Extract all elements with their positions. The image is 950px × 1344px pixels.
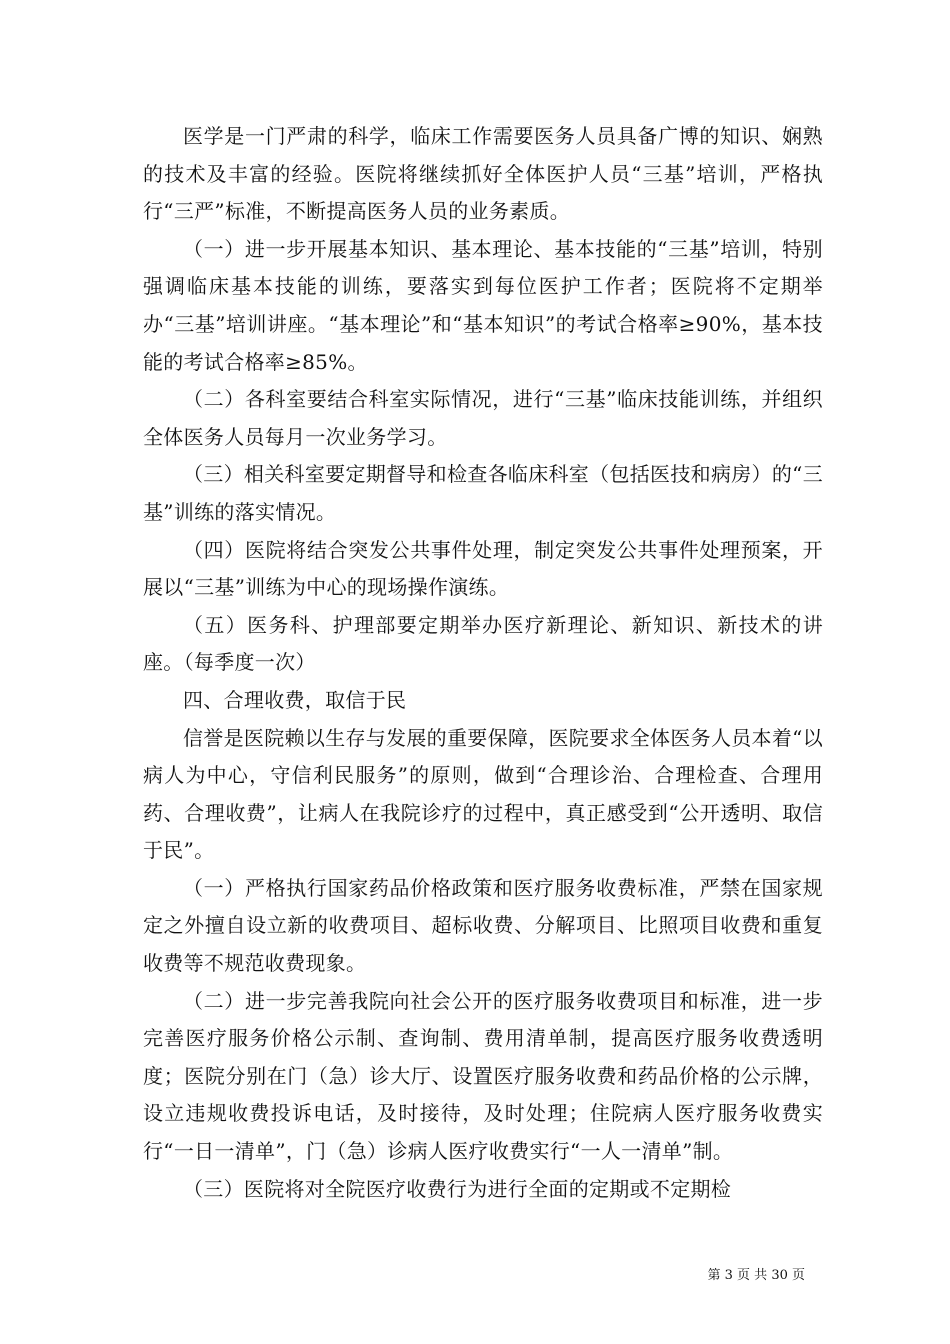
paragraph-section-4-intro: 信誉是医院赖以生存与发展的重要保障，医院要求全体医务人员本着“以病人为中心，守信利民服务”的原则，做到“合理诊治、合理检查、合理用药、合理收费”，让病人在我院诊疗的过程中，真正感受到“公开透明、取信于民”。 [143,725,823,863]
paragraph-section-4-item-3: （三）医院将对全院医疗收费行为进行全面的定期或不定期检 [183,1176,732,1201]
paragraph-intro: 医学是一门严肃的科学，临床工作需要医务人员具备广博的知识、娴熟的技术及丰富的经验。医院将继续抓好全体医护人员“三基”培训，严格执行“三严”标准，不断提高医务人员的业务素质。 [143,124,823,224]
document-body [143,118,823,1208]
paragraph-item-5: （五）医务科、护理部要定期举办医疗新理论、新知识、新技术的讲座。（每季度一次） [143,612,823,675]
paragraph-item-1: （一）进一步开展基本知识、基本理论、基本技能的“三基”培训，特别强调临床基本技能的训练，要落实到每位医护工作者；医院将不定期举办“三基”培训讲座。“基本理论”和“基本知识”的考试合格率≥90%，基本技能的考试合格率≥85%。 [143,236,823,374]
paragraph-item-4: （四）医院将结合突发公共事件处理，制定突发公共事件处理预案，开展以“三基”训练为中心的现场操作演练。 [143,537,823,600]
paragraph-item-2: （二）各科室要结合科室实际情况，进行“三基”临床技能训练，并组织全体医务人员每月一次业务学习。 [143,387,823,449]
paragraph-section-4-item-1: （一）严格执行国家药品价格政策和医疗服务收费标准，严禁在国家规定之外擅自设立新的收费项目、超标收费、分解项目、比照项目收费和重复收费等不规范收费现象。 [143,875,823,976]
page-number-footer: 第 3 页 共 30 页 [707,1268,805,1283]
paragraph-item-3: （三）相关科室要定期督导和检查各临床科室（包括医技和病房）的“三基”训练的落实情况。 [143,462,823,524]
paragraph-section-4-item-2: （二）进一步完善我院向社会公开的医疗服务收费项目和标准，进一步完善医疗服务价格公示制、查询制、费用清单制，提高医疗服务收费透明度；医院分别在门（急）诊大厅、设置医疗服务收费和药品价格的公示牌，设立违规收费投诉电话，及时接待，及时处理；住院病人医疗服务收费实行“一日一清单”，门（急）诊病人医疗收费实行“一人一清单”制。 [143,988,823,1164]
section-heading-4: 四、合理收费，取信于民 [183,687,407,712]
